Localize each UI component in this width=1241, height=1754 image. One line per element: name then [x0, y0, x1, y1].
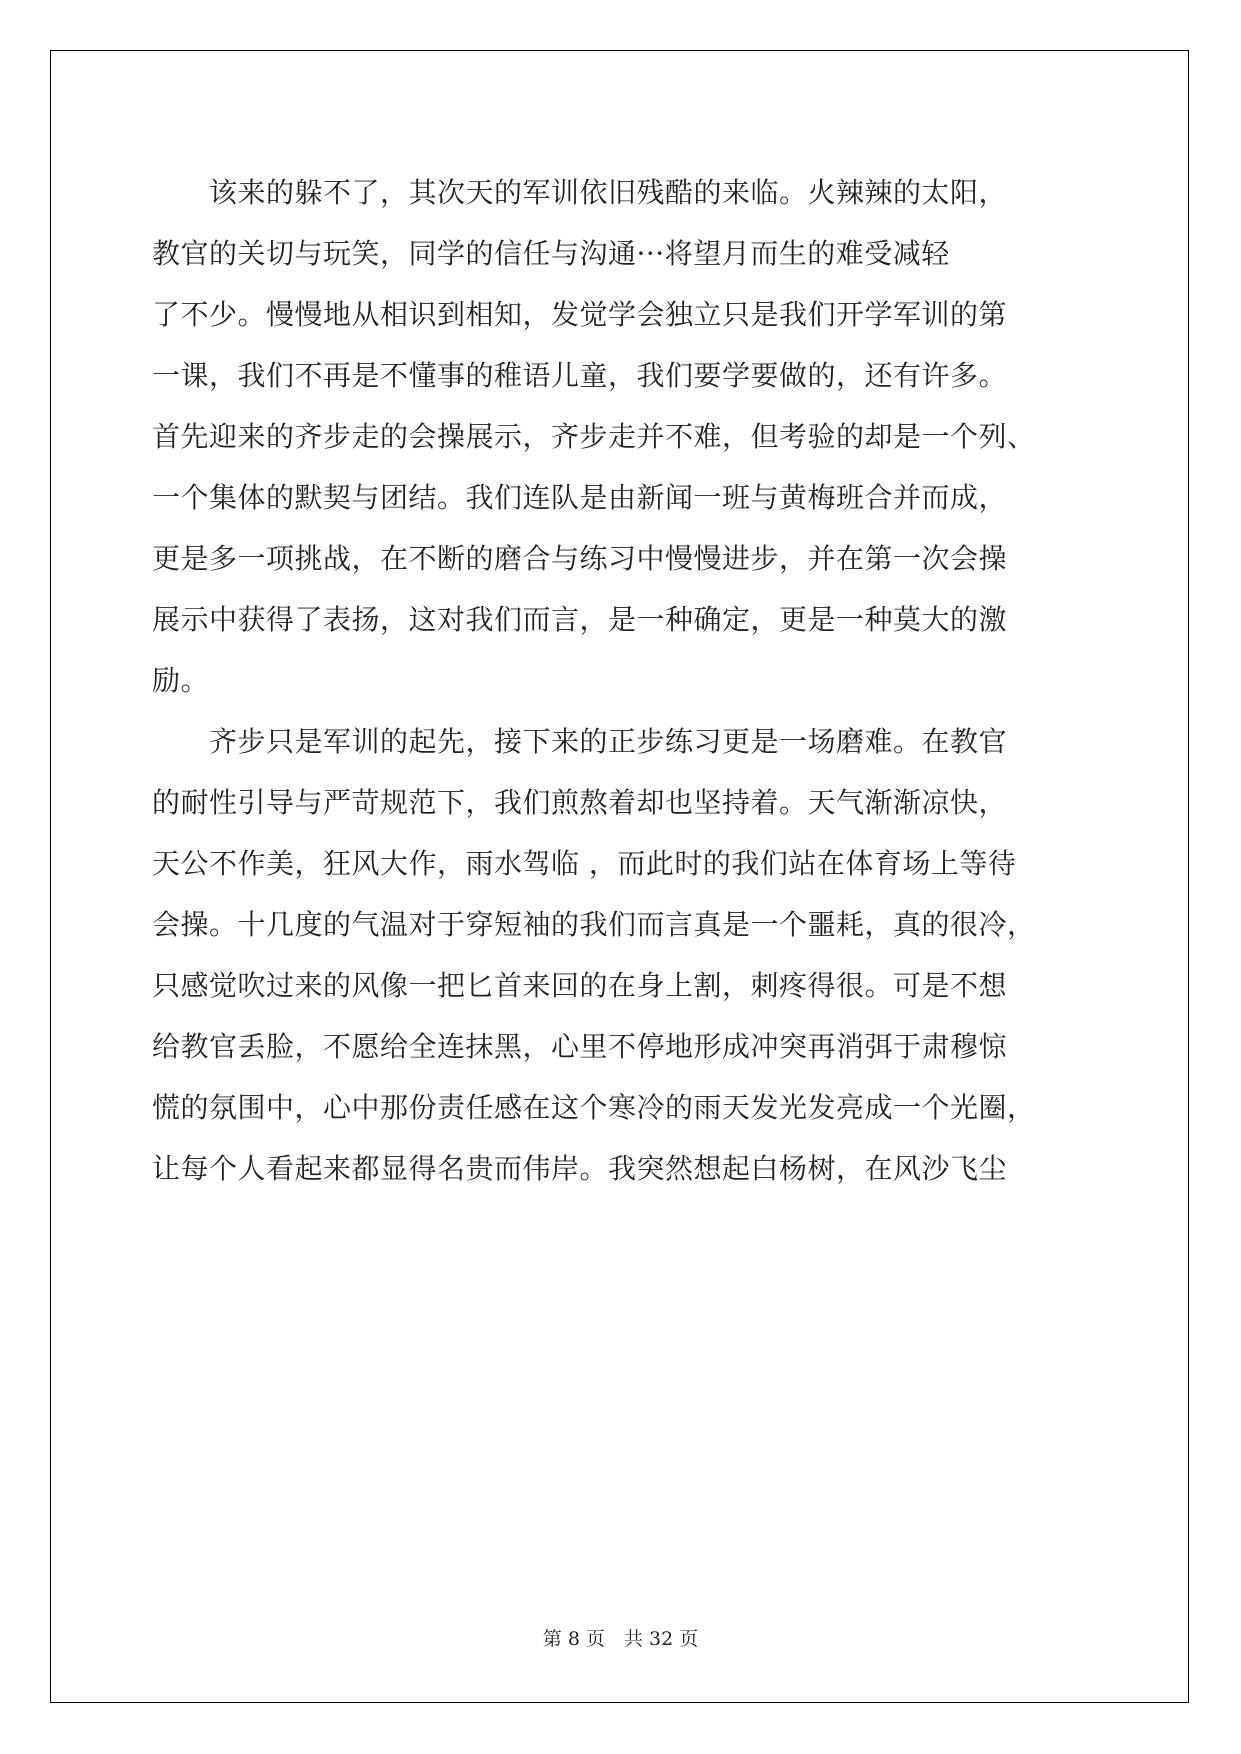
text-line: 让每个人看起来都显得名贵而伟岸。我突然想起白杨树，在风沙飞尘 — [152, 1152, 1008, 1185]
text-line: 该来的躲不了，其次天的军训依旧残酷的来临。火辣辣的太阳， — [152, 176, 1008, 209]
text-line: 天公不作美，狂风大作，雨水驾临 ，而此时的我们站在体育场上等待 — [152, 847, 1017, 880]
text-line: 首先迎来的齐步走的会操展示，齐步走并不难，但考验的却是一个列、 — [152, 420, 1036, 453]
text-line: 励。 — [152, 664, 210, 697]
text-line: 会操。十几度的气温对于穿短袖的我们而言真是一个噩耗，真的很冷， — [152, 908, 1036, 941]
text-line: 给教官丢脸，不愿给全连抹黑，心里不停地形成冲突再消弭于肃穆惊 — [152, 1030, 1008, 1063]
document-body — [152, 162, 1102, 1199]
text-line: 更是多一项挑战，在不断的磨合与练习中慢慢进步，并在第一次会操 — [152, 542, 1008, 575]
text-line: 一课，我们不再是不懂事的稚语儿童，我们要学要做的，还有许多。 — [152, 359, 1008, 392]
text-line: 一个集体的默契与团结。我们连队是由新闻一班与黄梅班合并而成， — [152, 481, 1008, 514]
text-line: 展示中获得了表扬，这对我们而言，是一种确定，更是一种莫大的激 — [152, 603, 1008, 636]
text-line: 了不少。慢慢地从相识到相知，发觉学会独立只是我们开学军训的第 — [152, 298, 1008, 331]
text-line: 齐步只是军训的起先，接下来的正步练习更是一场磨难。在教官 — [152, 725, 1008, 758]
page-number: 第 8 页 共 32 页 — [542, 1628, 699, 1650]
text-line: 的耐性引导与严苛规范下，我们煎熬着却也坚持着。天气渐渐凉快， — [152, 786, 1008, 819]
text-line: 教官的关切与玩笑，同学的信任与沟通···将望月而生的难受减轻 — [152, 237, 950, 270]
text-line: 慌的氛围中，心中那份责任感在这个寒冷的雨天发光发亮成一个光圈， — [152, 1091, 1036, 1124]
text-line: 只感觉吹过来的风像一把匕首来回的在身上割，刺疼得很。可是不想 — [152, 969, 1008, 1002]
